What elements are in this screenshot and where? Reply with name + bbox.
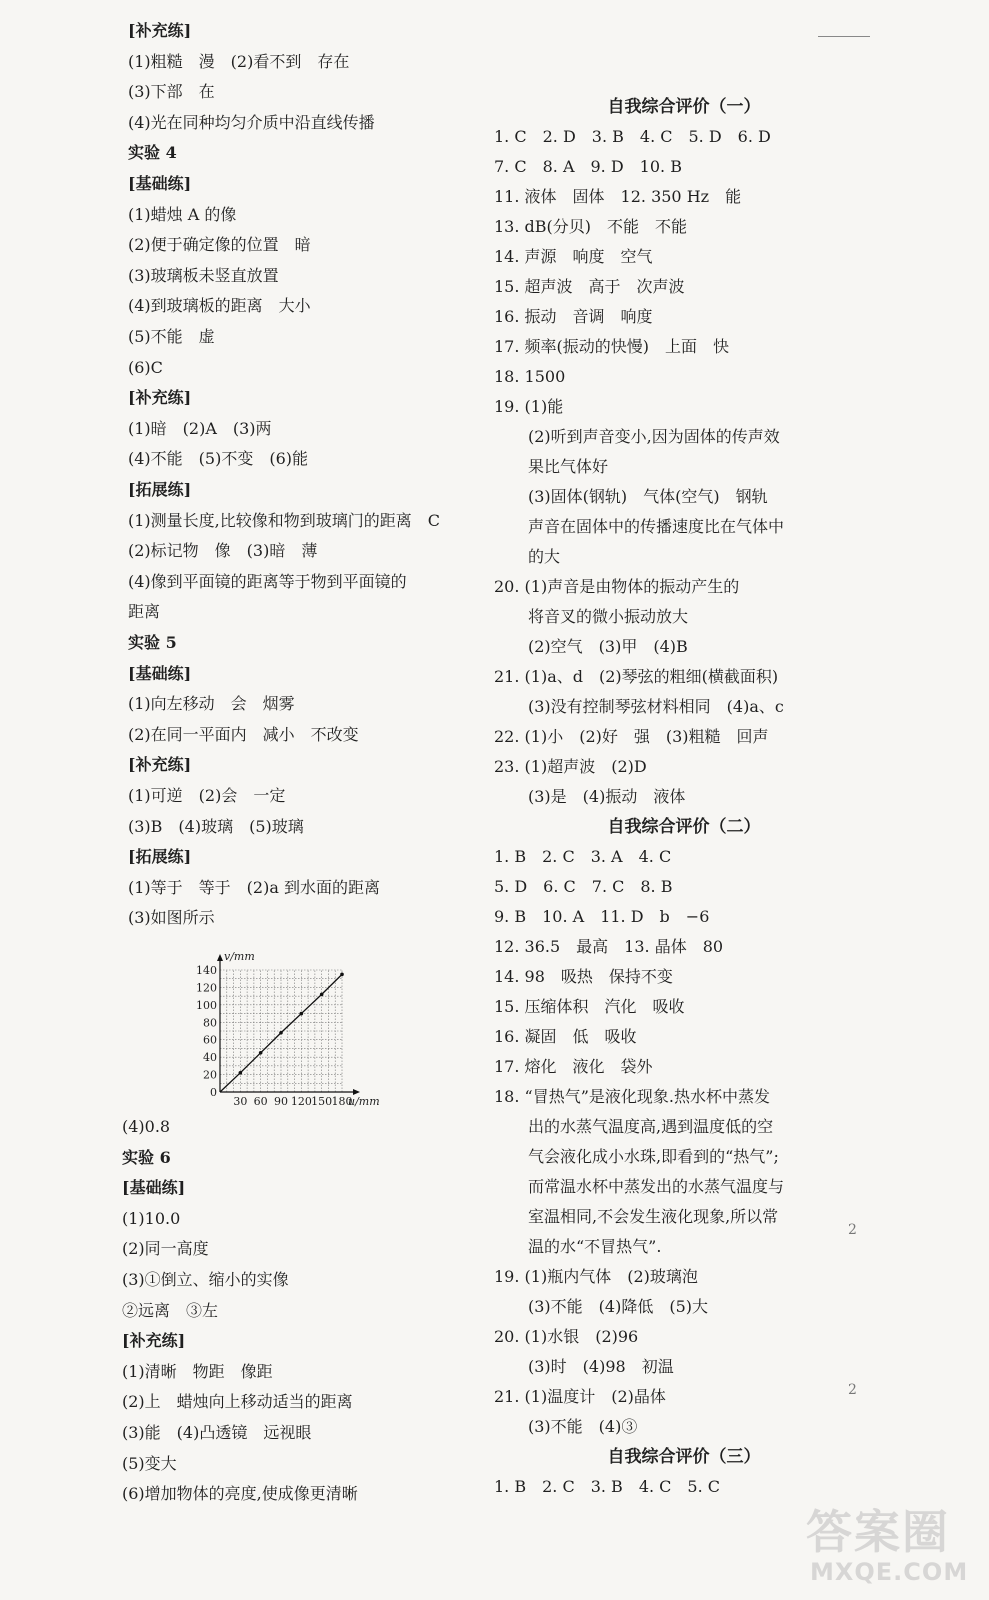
answer-line: 17. 频率(振动的快慢) 上面 快: [494, 337, 730, 356]
section-heading: [补充练]: [128, 755, 192, 775]
answer-line: (4)0.8: [122, 1117, 171, 1136]
answer-line: 而常温水杯中蒸发出的水蒸气温度与: [528, 1177, 785, 1196]
answer-line: (1)粗糙 漫 (2)看不到 存在: [128, 51, 350, 71]
edge-page-mark: 2: [848, 1222, 857, 1238]
section-heading: 实验 5: [128, 633, 177, 652]
answer-line: 17. 熔化 液化 袋外: [494, 1057, 653, 1076]
answer-line: 出的水蒸气温度高,遇到温度低的空: [528, 1117, 774, 1136]
answer-line: 21. (1)温度计 (2)晶体: [494, 1387, 666, 1406]
answer-line: 15. 超声波 高于 次声波: [494, 277, 685, 296]
answer-line: (2)标记物 像 (3)暗 薄: [128, 541, 318, 561]
answer-line: (6)增加物体的亮度,使成像更清晰: [122, 1484, 358, 1504]
answer-line: 1. B 2. C 3. A 4. C: [494, 847, 672, 866]
answer-line: (1)10.0: [122, 1208, 181, 1228]
answer-line: 14. 98 吸热 保持不变: [494, 967, 673, 986]
answer-line: (4)像到平面镜的距离等于物到平面镜的: [128, 571, 407, 591]
answer-line: 9. B 10. A 11. D b −6: [494, 907, 710, 926]
answer-line: 室温相同,不会发生液化现象,所以常: [528, 1207, 779, 1226]
section-heading: 实验 4: [128, 143, 177, 163]
answer-line: 的大: [528, 547, 561, 566]
data-point: [239, 1071, 243, 1075]
answer-line: (3)①倒立、缩小的实像: [122, 1270, 289, 1289]
answer-line: (5)变大: [122, 1453, 177, 1473]
answer-line: 果比气体好: [528, 457, 609, 476]
answer-line: (1)清晰 物距 像距: [122, 1361, 273, 1381]
experiment-5-graph: [192, 946, 392, 1116]
answer-line: 15. 压缩体积 汽化 吸收: [494, 997, 685, 1016]
x-tick-label: 30: [233, 1095, 248, 1108]
answer-line: (5)不能 虚: [128, 327, 215, 346]
answer-line: 7. C 8. A 9. D 10. B: [494, 157, 682, 176]
answer-line: 22. (1)小 (2)好 强 (3)粗糙 回声: [494, 727, 769, 746]
answer-line: 将音叉的微小振动放大: [528, 607, 689, 626]
answer-line: (1)向左移动 会 烟雾: [128, 694, 295, 714]
section-heading: [补充练]: [122, 1331, 186, 1351]
answer-line: 1. C 2. D 3. B 4. C 5. D 6. D: [494, 127, 771, 146]
answer-line: 声音在固体中的传播速度比在气体中: [528, 517, 785, 536]
answer-line: 20. (1)声音是由物体的振动产生的: [494, 577, 740, 596]
y-tick-label: 0: [210, 1086, 217, 1099]
x-tick-label: 180: [331, 1095, 353, 1108]
answer-line: ②远离 ③左: [122, 1300, 219, 1320]
answer-line: (3)时 (4)98 初温: [528, 1357, 674, 1376]
y-tick-label: 60: [203, 1033, 217, 1047]
x-axis-label: u/mm: [348, 1095, 380, 1108]
answer-line: 18. 1500: [494, 367, 566, 386]
data-point: [320, 993, 324, 997]
answer-line: 13. dB(分贝) 不能 不能: [494, 217, 688, 236]
section-heading: [基础练]: [128, 174, 192, 193]
y-axis-label: v/mm: [224, 950, 255, 963]
y-tick-label: 40: [203, 1051, 217, 1065]
answer-line: (2)空气 (3)甲 (4)B: [528, 637, 688, 656]
answer-line: (2)上 蜡烛向上移动适当的距离: [122, 1392, 353, 1412]
answer-line: 20. (1)水银 (2)96: [494, 1327, 639, 1346]
answer-line: (1)测量长度,比较像和物到玻璃门的距离 C: [128, 510, 440, 530]
answer-line: 气会液化成小水珠,即看到的“热气”;: [528, 1147, 779, 1166]
answer-line: (4)到玻璃板的距离 大小: [128, 296, 311, 316]
answer-line: (3)不能 (4)③: [528, 1417, 638, 1436]
answer-line: 1. B 2. C 3. B 4. C 5. C: [494, 1477, 721, 1496]
section-heading: [拓展练]: [128, 480, 192, 499]
y-tick-label: 100: [196, 998, 217, 1012]
answer-line: (3)玻璃板未竖直放置: [128, 265, 279, 285]
y-tick-label: 140: [196, 964, 217, 977]
section-title: 自我综合评价（二）: [607, 817, 761, 837]
answer-line: (1)暗 (2)A (3)两: [128, 418, 272, 438]
answer-line: 14. 声源 响度 空气: [494, 247, 653, 266]
answer-line: (3)不能 (4)降低 (5)大: [528, 1297, 708, 1316]
answer-line: (3)固体(钢轨) 气体(空气) 钢轨: [528, 487, 768, 506]
section-heading: [补充练]: [128, 388, 192, 408]
answer-line: (3)没有控制琴弦材料相同 (4)a、c: [528, 697, 784, 716]
answer-line: (2)听到声音变小,因为固体的传声效: [528, 427, 780, 446]
answer-line: 21. (1)a、d (2)琴弦的粗细(横截面积): [494, 667, 779, 686]
data-point: [259, 1051, 263, 1055]
x-tick-label: 90: [274, 1095, 288, 1108]
y-tick-label: 20: [203, 1068, 217, 1082]
section-heading: [拓展练]: [128, 847, 192, 867]
answer-line: 19. (1)能: [494, 397, 564, 416]
watermark-text: 答案圈: [806, 1505, 950, 1559]
y-tick-label: 80: [203, 1016, 217, 1030]
answer-line: 18. “冒热气”是液化现象.热水杯中蒸发: [494, 1087, 770, 1106]
answer-line: (2)在同一平面内 减小 不改变: [128, 724, 359, 744]
answer-line: (3)是 (4)振动 液体: [528, 787, 686, 806]
watermark-url: MXQE.COM: [810, 1558, 969, 1586]
answer-line: (2)同一高度: [122, 1239, 209, 1259]
answer-line: (1)等于 等于 (2)a 到水面的距离: [128, 877, 380, 897]
data-point: [300, 1012, 304, 1016]
watermark-logo: [806, 1488, 982, 1593]
answer-line: 16. 振动 音调 响度: [494, 307, 653, 326]
decorative-rule: [818, 36, 870, 37]
x-tick-label: 60: [253, 1095, 268, 1108]
answer-line: 温的水“不冒热气”.: [528, 1237, 662, 1256]
answer-line: 距离: [128, 602, 161, 622]
answer-line: 5. D 6. C 7. C 8. B: [494, 877, 673, 896]
answer-line: (3)B (4)玻璃 (5)玻璃: [128, 816, 304, 836]
answer-line: (1)可逆 (2)会 一定: [128, 786, 286, 805]
answer-line: (3)能 (4)凸透镜 远视眼: [122, 1423, 312, 1442]
answer-line: 12. 36.5 最高 13. 晶体 80: [494, 937, 724, 956]
y-tick-label: 120: [196, 981, 217, 995]
section-heading: 实验 6: [122, 1147, 171, 1167]
x-tick-label: 150: [311, 1095, 333, 1108]
y-axis-arrow: [217, 954, 223, 961]
answer-line: 11. 液体 固体 12. 350 Hz 能: [494, 187, 742, 206]
x-tick-label: 120: [290, 1095, 312, 1108]
section-title: 自我综合评价（一）: [607, 97, 761, 117]
answer-line: (3)下部 在: [128, 82, 215, 102]
answer-line: (6)C: [128, 357, 163, 377]
answer-line: (2)便于确定像的位置 暗: [128, 235, 311, 255]
answer-line: (3)如图所示: [128, 908, 215, 928]
answer-line: (4)不能 (5)不变 (6)能: [128, 449, 308, 469]
answer-line: 23. (1)超声波 (2)D: [494, 757, 647, 776]
answer-line: 19. (1)瓶内气体 (2)玻璃泡: [494, 1267, 698, 1286]
answer-line: 16. 凝固 低 吸收: [494, 1027, 637, 1046]
data-point: [340, 973, 344, 977]
section-heading: [基础练]: [128, 663, 192, 683]
answer-line: (4)光在同种均匀介质中沿直线传播: [128, 112, 375, 132]
answer-line: (1)蜡烛 A 的像: [128, 204, 237, 224]
edge-page-mark: 2: [848, 1382, 857, 1398]
section-heading: [基础练]: [122, 1178, 186, 1198]
data-point: [279, 1031, 283, 1035]
section-heading: [补充练]: [128, 21, 192, 40]
section-title: 自我综合评价（三）: [607, 1447, 761, 1467]
